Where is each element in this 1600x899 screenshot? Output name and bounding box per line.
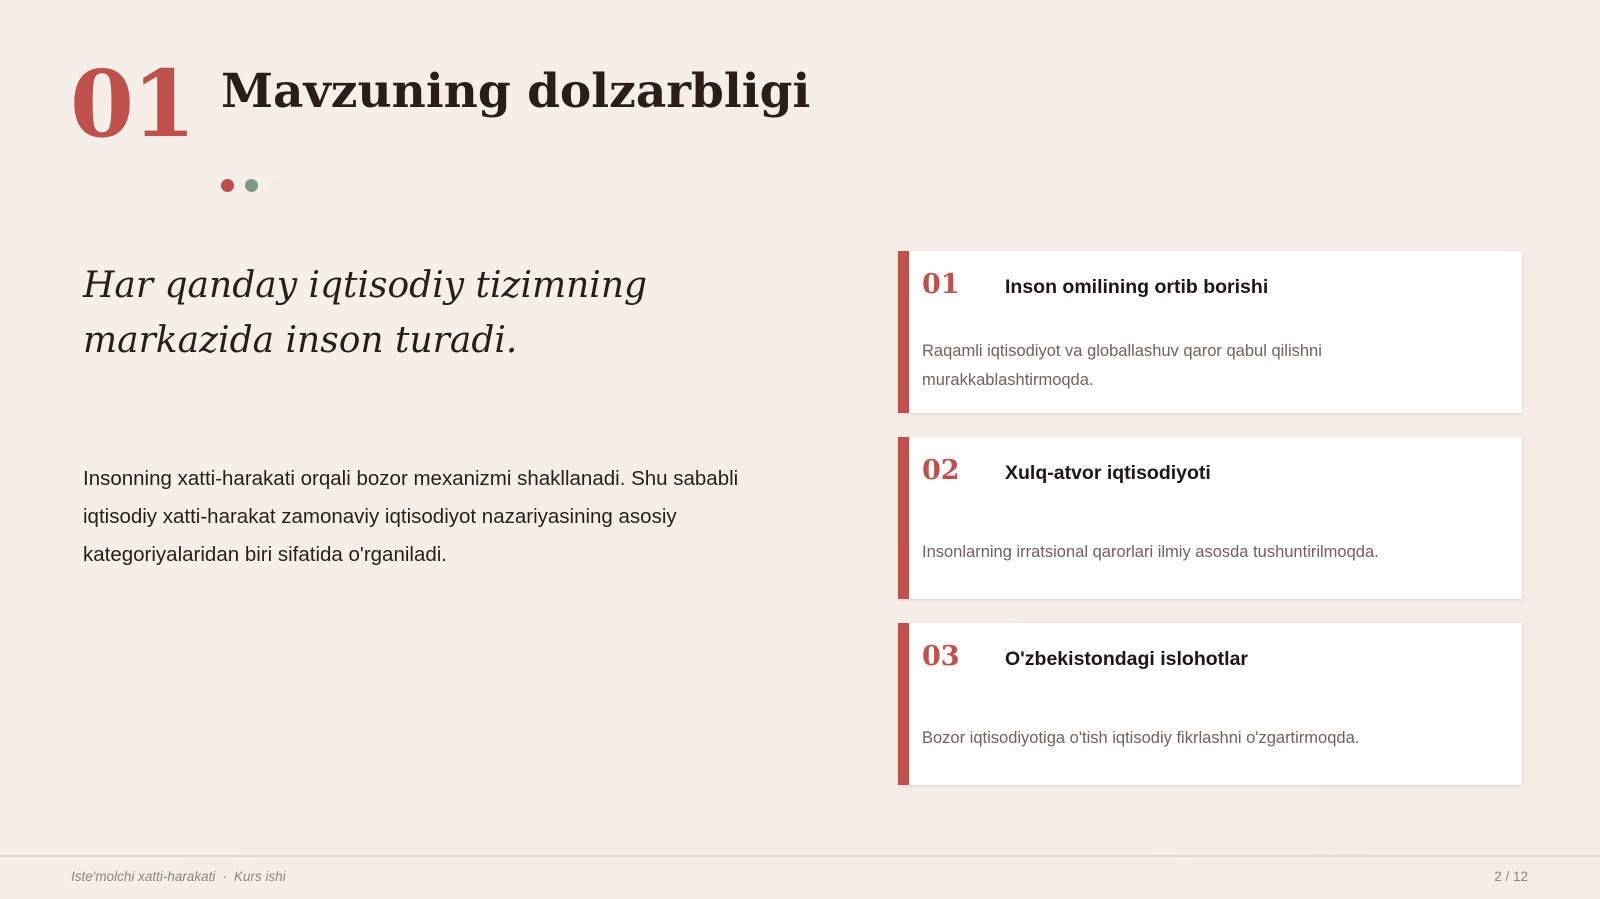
card-description: Bozor iqtisodiyotiga o'tish iqtisodiy fikrlashni o'zgartirmoqda.	[922, 729, 1360, 747]
card-number: 02	[922, 455, 960, 486]
card-description: Raqamli iqtisodiyot va globallashuv qaror qabul qilishni murakkablashtirmoqda.	[922, 342, 1322, 389]
footer-caption	[71, 869, 286, 884]
footer-separator: ·	[222, 869, 227, 884]
red-dot-icon	[221, 179, 234, 192]
footer-work-type: Kurs ishi	[233, 869, 286, 884]
points-list	[898, 251, 1522, 809]
card-number: 01	[922, 269, 960, 300]
body-paragraph: Insonning xatti-harakati orqali bozor mexanizmi shakllanadi. Shu sababli iqtisodiy xatti-harakat zamonaviy iqtisodiyot nazariyasining asosiy kategoriyalaridan biri sifatida o'rganiladi.	[83, 467, 739, 566]
page-title: Mavzuning dolzarbligi	[221, 64, 811, 119]
card-title: Xulq-atvor iqtisodiyoti	[1005, 462, 1211, 484]
page-indicator: 2 / 12	[1494, 869, 1528, 884]
lead-quote: Har qanday iqtisodiy tizimning markazida inson turadi.	[83, 265, 648, 361]
point-card-3	[898, 623, 1522, 785]
point-card-1	[898, 251, 1522, 413]
point-card-2	[898, 437, 1522, 599]
card-description: Insonlarning irratsional qarorlari ilmiy asosda tushuntirilmoqda.	[922, 543, 1379, 561]
green-dot-icon	[245, 179, 258, 192]
footer-course-title: Iste'molchi xatti-harakati	[71, 869, 216, 884]
decorative-dots	[221, 179, 282, 192]
card-title: O'zbekistondagi islohotlar	[1005, 648, 1248, 670]
card-title: Inson omilining ortib borishi	[1005, 276, 1269, 298]
section-number: 01	[70, 50, 195, 158]
footer-divider	[0, 855, 1600, 857]
card-number: 03	[922, 641, 960, 672]
faint-dot-icon	[269, 179, 282, 192]
